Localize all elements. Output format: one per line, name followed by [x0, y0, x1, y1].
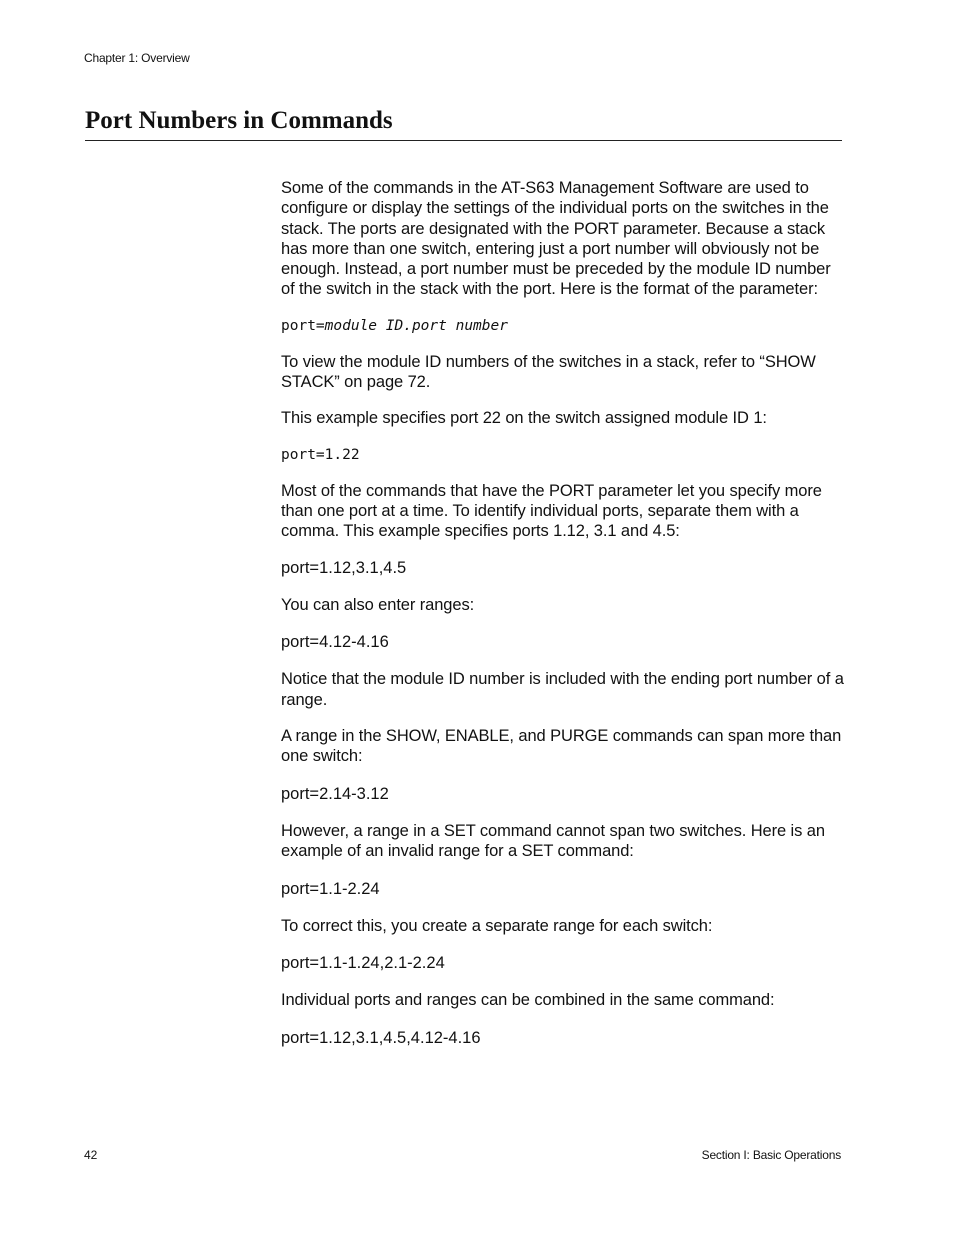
code-example-range: port=4.12-4.16: [281, 633, 389, 652]
paragraph-correction: To correct this, you create a separate range for each switch:: [281, 916, 713, 935]
paragraph-module-id-reference: To view the module ID numbers of the switches in a stack, refer to “SHOW STACK” on page 72.: [281, 352, 816, 392]
running-header: Chapter 1: Overview: [84, 51, 190, 65]
title-divider: [85, 140, 842, 141]
code-example-single-port: port=1.22: [281, 446, 360, 463]
code-port-format-variable: module ID.port number: [324, 317, 508, 334]
code-example-corrected-range: port=1.1-1.24,2.1-2.24: [281, 954, 445, 973]
code-example-invalid-range: port=1.1-2.24: [281, 879, 380, 898]
paragraph-set-limitation: However, a range in a SET command cannot span two switches. Here is an example of an invalid range for a SET command:: [281, 821, 825, 861]
body-column: [281, 178, 846, 1048]
paragraph-example-single: This example specifies port 22 on the switch assigned module ID 1:: [281, 409, 767, 428]
page-number: 42: [84, 1148, 98, 1162]
code-example-multiple-ports: port=1.12,3.1,4.5: [281, 558, 407, 577]
code-port-format: [281, 316, 846, 336]
section-title: Port Numbers in Commands: [85, 107, 393, 134]
code-example-span-range: port=2.14-3.12: [281, 784, 389, 803]
running-footer-section: Section I: Basic Operations: [701, 1148, 841, 1162]
paragraph-combined: Individual ports and ranges can be combined in the same command:: [281, 991, 775, 1010]
paragraph-range-note: Notice that the module ID number is included with the ending port number of a range.: [281, 670, 844, 709]
paragraph-span-switches: A range in the SHOW, ENABLE, and PURGE commands can span more than one switch:: [281, 727, 842, 766]
paragraph-multiple-ports: Most of the commands that have the PORT parameter let you specify more than one port at a time. To identify individual ports, separate them with a comma. This example specifies ports 1.12, 3.1 and 4.5:: [281, 481, 822, 541]
code-example-combined: port=1.12,3.1,4.5,4.12-4.16: [281, 1028, 481, 1047]
code-port-format-prefix: port=: [281, 317, 325, 334]
paragraph-ranges: You can also enter ranges:: [281, 595, 475, 614]
paragraph-intro: Some of the commands in the AT-S63 Management Software are used to configure or display the settings of the individual ports on the switches in the stack. The ports are designated with the PORT parameter. Because a stack has more than one switch, entering just a port number will obviously not be enough. Instead, a port number must be preceded by the module ID number of the switch in the stack with the port. Here is the format of the parameter:: [281, 179, 831, 299]
